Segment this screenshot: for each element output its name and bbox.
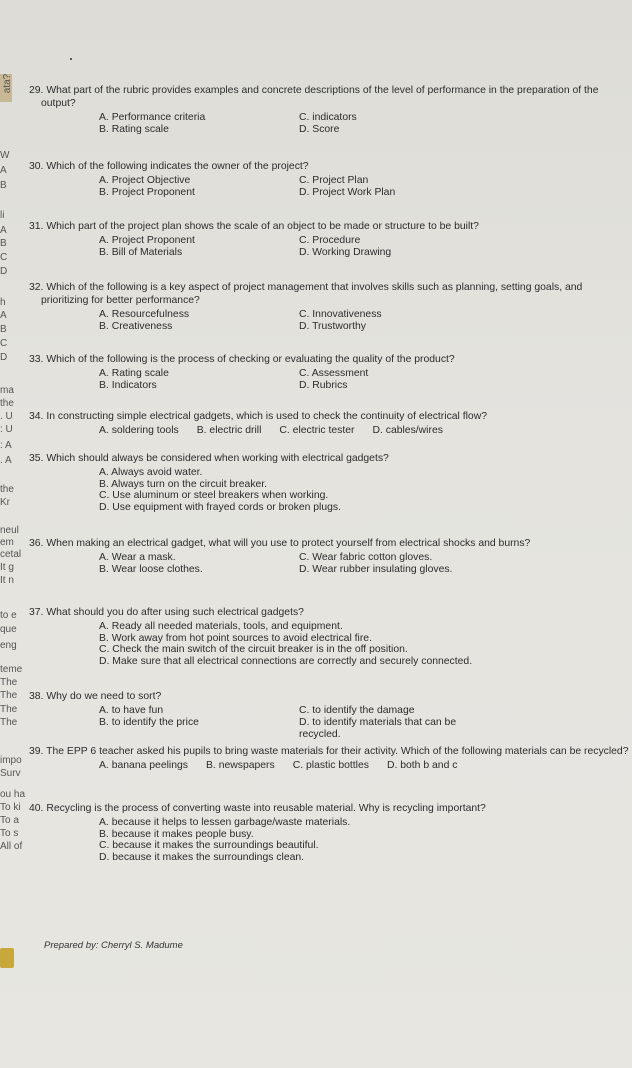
option-c: C. Wear fabric cotton gloves.: [299, 552, 433, 563]
margin-fragment: Kr: [0, 497, 10, 508]
options: [99, 621, 629, 667]
margin-fragment: que: [0, 624, 17, 635]
margin-fragment: teme: [0, 664, 23, 675]
question-stem: 39. The EPP 6 teacher asked his pupils to bring waste materials for their activity. Which of the following materials can be recycled?: [29, 746, 629, 757]
question-stem: 30. Which of the following indicates the owner of the project?: [29, 161, 309, 172]
options: [99, 760, 629, 772]
margin-fragment: ou ha: [0, 789, 26, 800]
margin-fragment: B: [0, 180, 7, 191]
options: [99, 368, 629, 392]
option-a: A. Rating scale: [99, 368, 169, 379]
page-mark: [70, 58, 72, 60]
option-b: B. Indicators: [99, 380, 157, 391]
option-d: D. Working Drawing: [299, 247, 392, 258]
margin-fragment: eng: [0, 640, 17, 651]
option-b: B. newspapers: [205, 760, 275, 771]
options: [99, 309, 629, 333]
options: [99, 175, 629, 199]
margin-fragment: The: [0, 690, 18, 701]
option-a: A. Performance criteria: [99, 112, 206, 123]
option-a: A. Wear a mask.: [99, 552, 176, 563]
question-31: [29, 220, 629, 259]
margin-fragment: A: [0, 225, 7, 236]
margin-fragment: cetal: [0, 549, 22, 560]
option-d: D. Wear rubber insulating gloves.: [299, 564, 453, 575]
margin-fragment: D: [0, 352, 8, 363]
question-stem: 32. Which of the following is a key aspect of project management that involves skills such as planning, setting goals, and prioritizing for better performance?: [29, 282, 583, 306]
option-d: D. Rubrics: [299, 380, 348, 391]
option-d: D. Trustworthy: [299, 321, 366, 332]
option-c: C. indicators: [299, 112, 357, 123]
margin-fragment: The: [0, 717, 18, 728]
margin-fragment: h: [0, 297, 6, 308]
margin-fragment: B: [0, 324, 7, 335]
binder-tab: [0, 948, 14, 968]
option-d: D. Project Work Plan: [299, 187, 396, 198]
option-d: D. Use equipment with frayed cords or broken plugs.: [99, 501, 341, 513]
options: [99, 705, 629, 741]
margin-fragment: To a: [0, 815, 19, 826]
question-34: [29, 410, 629, 437]
question-38: [29, 690, 629, 741]
margin-fragment: . U: [0, 411, 13, 422]
option-c: C. electric tester: [279, 425, 355, 436]
question-stem: 29. What part of the rubric provides examples and concrete descriptions of the level of performance in the preparation of the output?: [29, 85, 599, 109]
option-d: D. because it makes the surroundings clean.: [99, 851, 305, 863]
margin-fragment: It g: [0, 562, 14, 573]
option-a: A. soldering tools: [99, 425, 179, 436]
question-stem: 31. Which part of the project plan shows the scale of an object to be made or structure to be built?: [29, 221, 479, 232]
question-stem: 34. In constructing simple electrical gadgets, which is used to check the continuity of electrical flow?: [29, 411, 487, 422]
question-40: [29, 802, 629, 863]
options: [99, 112, 629, 136]
margin-fragment: W: [0, 150, 10, 161]
margin-fragment: . A: [0, 455, 12, 466]
margin-fragment: ma: [0, 385, 14, 396]
option-d: D. Make sure that all electrical connections are correctly and securely connected.: [99, 655, 473, 667]
option-d: D. to identify materials that can be recycled.: [299, 717, 457, 740]
option-c: C. Project Plan: [299, 175, 369, 186]
margin-fragment: To ki: [0, 802, 21, 813]
option-c: C. because it makes the surroundings beautiful.: [99, 840, 319, 851]
question-29: [29, 84, 629, 136]
question-stem: 37. What should you do after using such electrical gadgets?: [29, 607, 304, 618]
margin-fragment: li: [0, 210, 5, 221]
question-32: [29, 281, 629, 333]
options: [99, 235, 629, 259]
margin-fragment: The: [0, 677, 18, 688]
question-37: [29, 606, 629, 667]
option-b: B. Project Proponent: [99, 187, 195, 198]
options: [99, 425, 629, 437]
option-c: C. Innovativeness: [299, 309, 382, 320]
option-c: C. Use aluminum or steel breakers when working.: [99, 490, 329, 501]
option-d: D. both b and c: [386, 760, 458, 771]
question-stem: 35. Which should always be considered when working with electrical gadgets?: [29, 453, 389, 464]
option-b: B. Wear loose clothes.: [99, 564, 203, 575]
option-a: A. Project Objective: [99, 175, 191, 186]
option-b: B. Work away from hot point sources to avoid electrical fire.: [99, 632, 372, 644]
option-a: A. Always avoid water.: [99, 467, 203, 478]
margin-fragment: All of: [0, 841, 23, 852]
margin-fragment: neul: [0, 525, 19, 536]
option-a: A. to have fun: [99, 705, 164, 716]
margin-fragment: The: [0, 704, 18, 715]
option-a: A. Ready all needed materials, tools, and equipment.: [99, 621, 343, 632]
option-a: A. because it helps to lessen garbage/waste materials.: [99, 817, 351, 828]
margin-fragment: It n: [0, 575, 14, 586]
options: [99, 817, 629, 863]
margin-fragment: Surv: [0, 768, 21, 779]
prepared-by-credit: Prepared by: Cherryl S. Madume: [44, 940, 183, 951]
margin-fragment: the: [0, 484, 14, 495]
option-c: C. Procedure: [299, 235, 361, 246]
margin-fragment: impo: [0, 755, 22, 766]
margin-fragment: C: [0, 252, 8, 263]
option-c: C. plastic bottles: [292, 760, 369, 771]
margin-fragment: : A: [0, 440, 12, 451]
question-stem: 33. Which of the following is the process of checking or evaluating the quality of the product?: [29, 354, 455, 365]
margin-fragment: D: [0, 266, 8, 277]
margin-fragment: To s: [0, 828, 19, 839]
option-c: C. Check the main switch of the circuit breaker is in the off position.: [99, 644, 408, 655]
option-b: B. Bill of Materials: [99, 247, 183, 258]
options: [99, 552, 629, 576]
option-a: A. Project Proponent: [99, 235, 195, 246]
margin-fragment: A: [0, 165, 7, 176]
margin-fragment: : U: [0, 424, 13, 435]
question-39: [29, 745, 629, 772]
option-b: B. Creativeness: [99, 321, 173, 332]
option-b: B. to identify the price: [99, 717, 199, 728]
margin-fragment: em: [0, 537, 14, 548]
option-b: B. Rating scale: [99, 124, 169, 135]
margin-fragment: ata?: [2, 73, 14, 94]
margin-fragment: to e: [0, 610, 17, 621]
option-b: B. Always turn on the circuit breaker.: [99, 478, 268, 490]
option-d: D. cables/wires: [372, 425, 443, 436]
option-b: B. because it makes people busy.: [99, 828, 254, 840]
question-stem: 38. Why do we need to sort?: [29, 691, 162, 702]
option-c: C. to identify the damage: [299, 705, 415, 716]
margin-fragment: B: [0, 238, 7, 249]
option-b: B. electric drill: [196, 425, 262, 436]
option-a: A. Resourcefulness: [99, 309, 190, 320]
question-stem: 40. Recycling is the process of converting waste into reusable material. Why is recycling important?: [29, 803, 486, 814]
options: [99, 467, 629, 513]
margin-fragment: C: [0, 338, 8, 349]
option-a: A. banana peelings: [99, 760, 188, 771]
margin-fragment: the: [0, 398, 14, 409]
question-36: [29, 537, 629, 576]
question-stem: 36. When making an electrical gadget, what will you use to protect yourself from electrical shocks and burns?: [29, 538, 531, 549]
question-33: [29, 353, 629, 392]
option-d: D. Score: [299, 124, 340, 135]
question-30: [29, 160, 629, 199]
question-35: [29, 452, 629, 513]
margin-fragment: A: [0, 310, 7, 321]
option-c: C. Assessment: [299, 368, 369, 379]
